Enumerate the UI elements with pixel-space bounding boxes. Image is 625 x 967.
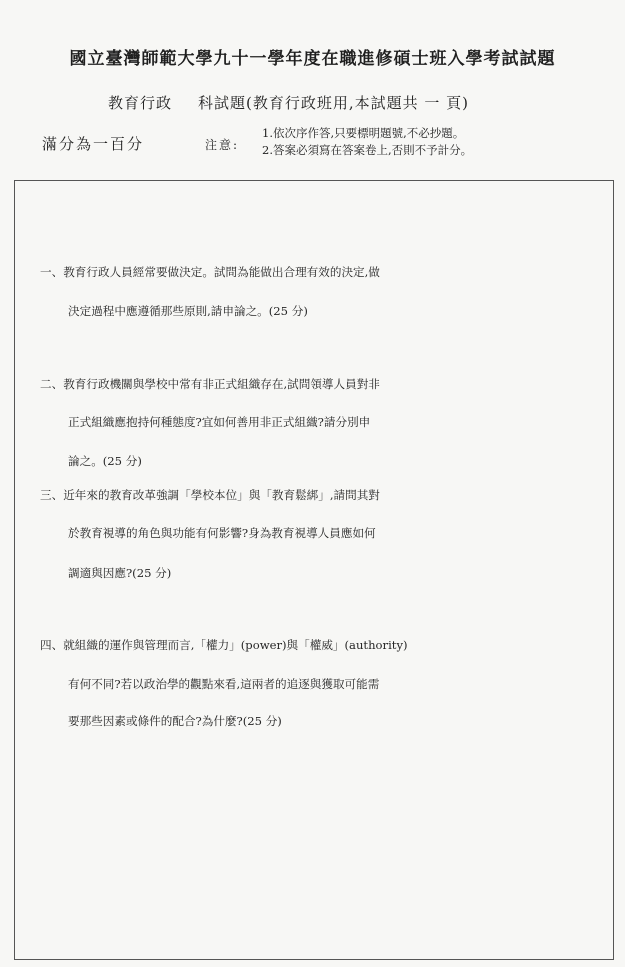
subject-info: 科試題(教育行政班用,本試題共 一 頁)	[198, 94, 470, 112]
subject-name: 教育行政	[108, 94, 173, 112]
notice-item: 2.答案必須寫在答案卷上,否則不予計分。	[262, 143, 473, 157]
question-line: 於教育視導的角色與功能有何影響?身為教育視導人員應如何	[68, 526, 376, 540]
exam-subtitle	[108, 92, 469, 113]
notice-list	[262, 125, 472, 159]
question-line: 調適與因應?(25 分)	[68, 566, 172, 580]
question-line: 一、教育行政人員經常要做決定。試問為能做出合理有效的決定,做	[40, 265, 380, 279]
question-line: 四、就組織的運作與管理而言,「權力」(power)與「權威」(authority)	[40, 638, 408, 652]
notice-label: 注意:	[205, 138, 240, 152]
full-mark: 滿分為一百分	[42, 135, 145, 153]
notice-item: 1.依次序作答,只要標明題號,不必抄題。	[262, 126, 465, 140]
question-line: 論之。(25 分)	[68, 454, 142, 468]
question-line: 二、教育行政機關與學校中常有非正式組織存在,試問領導人員對非	[40, 377, 380, 391]
question-line: 要那些因素或條件的配合?為什麼?(25 分)	[68, 714, 282, 728]
question-line: 決定過程中應遵循那些原則,請申論之。(25 分)	[68, 304, 308, 318]
question-line: 有何不同?若以政治學的觀點來看,這兩者的追逐與獲取可能需	[68, 677, 380, 691]
question-line: 正式組織應抱持何種態度?宜如何善用非正式組織?請分別申	[68, 415, 371, 429]
exam-title: 國立臺灣師範大學九十一學年度在職進修碩士班入學考試試題	[69, 49, 556, 69]
question-line: 三、近年來的教育改革強調「學校本位」與「教育鬆綁」,請問其對	[40, 488, 380, 502]
